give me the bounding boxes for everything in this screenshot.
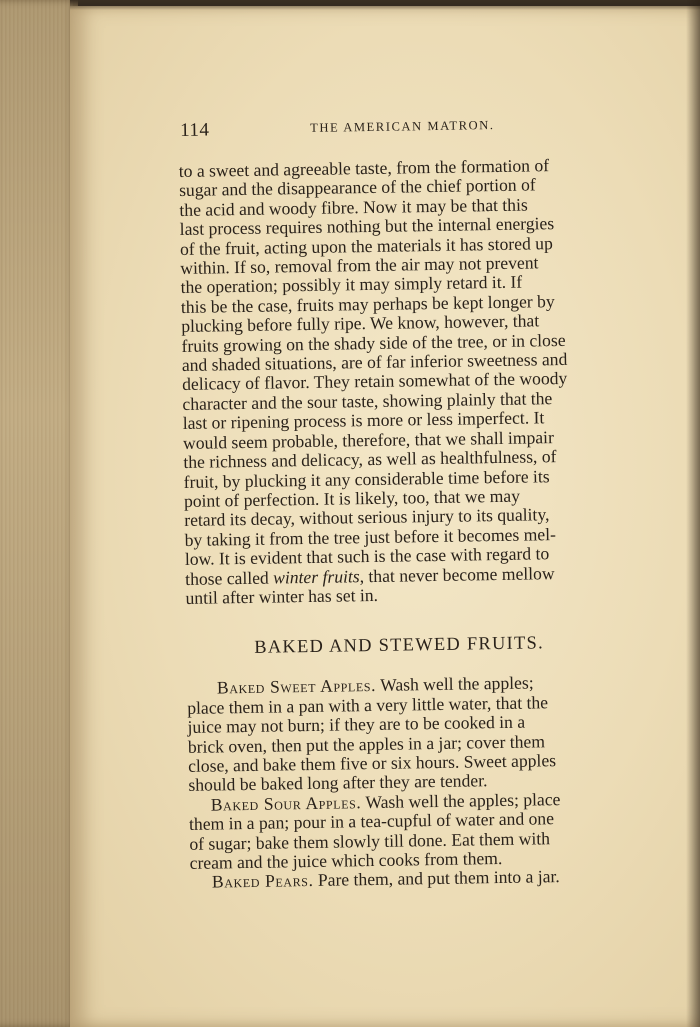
- top-shadow: [70, 0, 700, 10]
- text-line: fruits growing on the shady side of the tree, or in close: [181, 329, 566, 356]
- italic-term: winter fruits: [272, 565, 360, 588]
- text-line: close, and bake them five or six hours. Sweet apples: [187, 750, 557, 776]
- text-fragment: Wash well the apples; place: [361, 788, 561, 812]
- text-line: fruit, by plucking it any considerable time before its: [183, 465, 550, 492]
- text-line: the operation; possibly it may simply retard it. If: [180, 272, 523, 298]
- text-line: should be baked long after they are tender.: [188, 770, 488, 796]
- text-line: retard its decay, without serious injury to its quality,: [184, 504, 550, 531]
- text-line: juice may not burn; if they are to be cooked in a: [187, 711, 526, 738]
- page-content: [178, 113, 660, 893]
- text-line: delicacy of flavor. They retain somewhat of the woody: [181, 368, 568, 395]
- text-line: and shaded situations, are of far inferior sweetness and: [181, 348, 568, 376]
- page-number: 114: [179, 119, 210, 141]
- text-line: sugar and the disappearance of the chief portion of: [178, 174, 536, 201]
- text-line: the richness and delicacy, as well as healthfulness, of: [183, 446, 557, 473]
- running-title: THE AMERICAN MATRON.: [310, 118, 495, 135]
- text-line: plucking before fully ripe. We know, however, that: [181, 310, 540, 337]
- text-line: point of perfection. It is likely, too, that we may: [183, 485, 521, 511]
- text-line: this be the case, fruits may perhaps be kept longer by: [180, 290, 555, 317]
- text-line: last process requires nothing but the internal energies: [179, 213, 555, 240]
- text-line: of the fruit, acting upon the materials it has stored up: [179, 232, 553, 259]
- gutter-shadow: [686, 0, 700, 1027]
- text-fragment: those called: [185, 567, 274, 589]
- recipe-title: Baked Sweet Apples.: [216, 675, 377, 698]
- text-line: would seem probable, therefore, that we shall impair: [182, 426, 554, 453]
- recipe-baked-sour-apples: [189, 788, 660, 873]
- body-paragraph: [179, 155, 656, 609]
- recipe-title: Baked Sour Apples.: [210, 791, 362, 815]
- text-line: them in a pan; pour in a tea-cupful of water and one: [188, 808, 555, 835]
- text-fragment: , that never become mellow: [359, 562, 555, 586]
- text-line: of sugar; bake them slowly till done. Eat them with: [189, 827, 551, 854]
- text-line: until after winter has set in.: [185, 584, 379, 608]
- text-line: low. It is evident that such is the case with regard to: [184, 543, 550, 570]
- recipe-baked-sweet-apples: [187, 672, 659, 796]
- text-line: to a sweet and agreeable taste, from the formation of: [178, 155, 550, 181]
- page-edges: [0, 0, 78, 1027]
- text-line: character and the sour taste, showing plainly that the: [182, 388, 553, 414]
- section-heading: BAKED AND STEWED FRUITS.: [254, 632, 545, 658]
- text-line: cream and the juice which cooks from them.: [189, 847, 503, 873]
- text-fragment: Pare them, and put them into a jar.: [313, 866, 560, 891]
- text-line: last or ripening process is more or less imperfect. It: [182, 407, 545, 434]
- text-fragment: Wash well the apples;: [375, 672, 534, 696]
- text-line: brick oven, then put the apples in a jar; cover them: [187, 730, 546, 757]
- text-line: within. If so, removal from the air may not prevent: [180, 252, 539, 279]
- text-line: the acid and woody fibre. Now it may be that this: [179, 194, 528, 220]
- text-line: by taking it from the tree just before it becomes mel-: [184, 523, 557, 550]
- recipe-title: Baked Pears.: [211, 870, 314, 892]
- text-line: place them in a pan with a very little water, that the: [187, 692, 549, 718]
